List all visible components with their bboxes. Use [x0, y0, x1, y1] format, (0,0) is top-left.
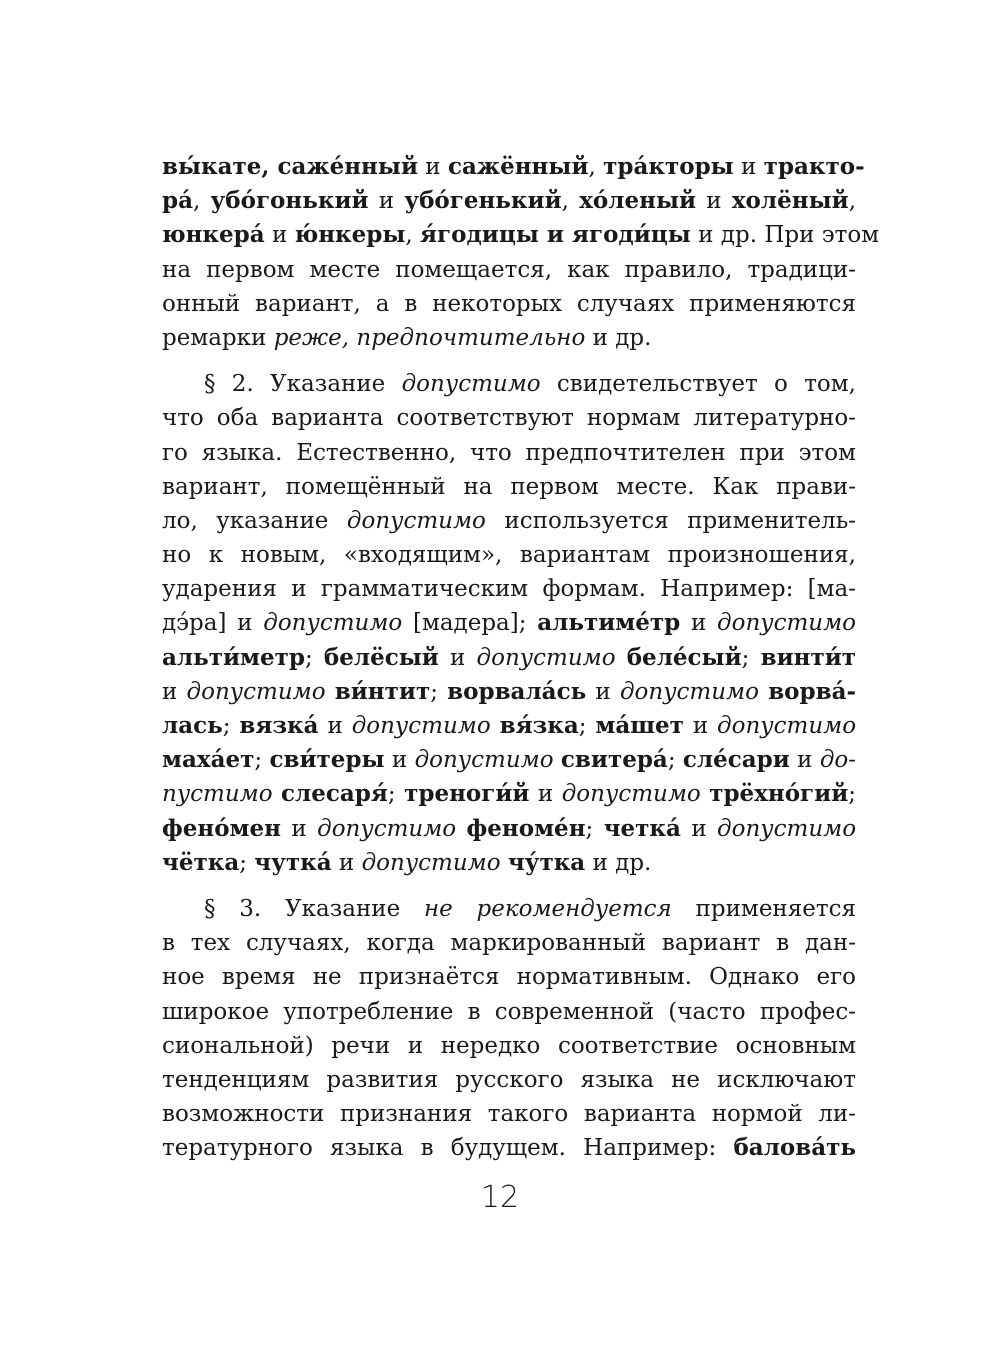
bold-term: маха́ет: [162, 746, 255, 774]
text-line: [162, 1063, 856, 1097]
italic-term: допустимо: [186, 678, 326, 705]
text-line: [162, 606, 856, 640]
bold-term: ворва́-: [768, 677, 857, 705]
text-line: [162, 1029, 856, 1063]
italic-term: допустимо: [351, 713, 491, 739]
text-run: ;: [741, 644, 761, 671]
bold-term: чу́тка: [507, 848, 586, 876]
text-run: и: [384, 747, 415, 774]
text-run: [701, 781, 709, 807]
text-run: применяется: [671, 895, 856, 922]
text-run: свидетельствует о том,: [540, 371, 856, 398]
italic-term: допустимо: [717, 713, 857, 739]
text-run: и: [529, 781, 562, 808]
text-line: [162, 743, 856, 777]
text-run: вариант, помещённый на первом месте. Как прави-: [162, 473, 856, 500]
italic-term: допустимо: [263, 610, 403, 637]
text-run: § 3. Указание: [204, 895, 425, 922]
text-line: [162, 367, 856, 401]
text-run: и др.: [585, 324, 652, 351]
bold-term: слесаря́: [281, 780, 388, 808]
text-run: ;: [430, 678, 448, 705]
text-line: [162, 572, 856, 606]
text-run: ремарки: [162, 324, 274, 351]
text-run: и: [586, 678, 620, 705]
italic-term: допустимо: [561, 781, 701, 808]
text-run: используется применитель-: [485, 507, 856, 534]
bold-term: тра́кторы: [603, 153, 734, 180]
text-run: онный вариант, а в некоторых случаях применяются: [162, 290, 856, 317]
bold-term: свитера́: [560, 746, 668, 774]
text-run: § 2. Указание: [204, 371, 402, 398]
text-line: [162, 675, 856, 709]
text-line: [162, 641, 856, 675]
italic-term: допустимо: [361, 849, 501, 876]
bold-term: сле́сари: [682, 746, 790, 774]
text-run: [491, 713, 500, 739]
text-run: ;: [222, 713, 240, 739]
text-line: [162, 995, 856, 1029]
text-run: ;: [305, 644, 324, 671]
text-line: [162, 926, 856, 960]
text-line: [162, 709, 856, 743]
bold-term: сажённый: [447, 153, 589, 180]
page-number: 12: [480, 1180, 520, 1215]
paragraph: [162, 367, 856, 880]
bold-term: феноме́н: [466, 814, 586, 842]
text-run: и: [733, 154, 764, 180]
text-run: ное время не признаётся нормативным. Однако его: [162, 964, 856, 991]
text-run: широкое употребление в современной (часто профес-: [162, 998, 856, 1025]
bold-term: фено́мен: [162, 814, 281, 842]
text-run: [501, 850, 508, 876]
italic-term: реже, предпочтительно: [273, 324, 586, 351]
text-run: что оба варианта соответствуют нормам литературно-: [162, 405, 856, 432]
text-run: и: [680, 815, 718, 842]
bold-term: чётка: [162, 848, 240, 876]
bold-term: я́годицы и ягоди́цы: [420, 221, 691, 249]
text-run: и: [162, 678, 187, 705]
italic-term: до-: [819, 747, 857, 774]
text-line: [162, 436, 856, 470]
bold-term: вы́катe, саже́нный: [162, 153, 418, 180]
paragraph: [162, 892, 856, 1166]
text-run: ло, указание: [162, 507, 347, 534]
bold-term: тракто-: [763, 153, 865, 180]
text-run: и: [281, 815, 318, 842]
bold-term: ра́: [162, 187, 193, 215]
text-run: дэ́ра] и: [162, 610, 264, 637]
text-run: [326, 679, 335, 705]
text-run: и: [368, 188, 405, 215]
text-line: [162, 777, 856, 811]
text-line: [162, 1097, 856, 1131]
text-run: [456, 816, 466, 842]
text-run: ;: [585, 815, 604, 842]
text-line: [162, 184, 856, 218]
text-run: ;: [667, 747, 683, 774]
italic-term: допустимо: [619, 678, 759, 705]
text-run: [мадера];: [402, 610, 538, 637]
text-run: возможности признания такого варианта нормой ли-: [162, 1101, 856, 1128]
bold-term: ма́шет: [595, 712, 684, 739]
italic-term: допустимо: [401, 371, 541, 398]
bold-term: юнкера́: [162, 221, 265, 249]
text-run: ;: [848, 781, 857, 808]
bold-term: сви́теры: [269, 746, 385, 774]
text-run: и: [264, 222, 295, 249]
bold-term: треноги́й: [404, 780, 530, 808]
text-run: но к новым, «входящим», вариантам произношения,: [162, 542, 856, 569]
text-run: ;: [254, 747, 270, 774]
bold-term: белёсый: [323, 643, 439, 671]
text-run: ,: [193, 188, 211, 215]
text-line: [162, 150, 865, 184]
text-line: [162, 812, 856, 846]
text-run: [554, 747, 561, 773]
text-run: на первом месте помещается, как правило, традици-: [162, 256, 856, 283]
text-line: [162, 846, 856, 880]
text-run: и др. При этом: [690, 222, 880, 249]
text-line: [162, 218, 880, 252]
text-run: и: [789, 747, 820, 774]
bold-term: альти́метр: [162, 643, 305, 671]
text-run: ;: [387, 781, 405, 808]
bold-term: альтиме́тр: [537, 609, 681, 637]
text-run: [273, 781, 281, 807]
bold-term: балова́ть: [733, 1134, 856, 1162]
italic-term: пустимо: [162, 781, 273, 808]
text-run: ;: [578, 713, 596, 739]
text-run: сиональной) речи и нередко соответствие основным: [162, 1032, 856, 1059]
text-line: [162, 1131, 856, 1165]
text-run: го языка. Естественно, что предпочтителен при этом: [162, 439, 856, 466]
bold-term: четка́: [603, 814, 681, 842]
bold-term: вя́зка: [499, 712, 579, 739]
text-run: ,: [405, 222, 421, 249]
bold-term: ворвала́сь: [447, 677, 587, 705]
italic-term: не рекомендуется: [424, 895, 672, 922]
bold-term: лась: [162, 712, 223, 739]
bold-term: ви́нтит: [334, 677, 431, 705]
text-line: [162, 253, 856, 287]
italic-term: допустимо: [476, 644, 616, 671]
text-line: [162, 321, 856, 355]
body-text: [162, 150, 880, 1165]
text-line: [162, 401, 856, 435]
italic-term: допустимо: [414, 747, 554, 774]
text-run: ударения и грамматическим формам. Например: [ма-: [162, 576, 856, 603]
bold-term: беле́сый: [626, 643, 742, 671]
bold-term: винти́т: [760, 643, 857, 671]
text-run: и: [318, 713, 352, 739]
bold-term: убо́гонький: [210, 187, 369, 215]
text-run: тенденциям развития русского языка не исключают: [162, 1066, 856, 1093]
italic-term: допустимо: [317, 815, 457, 842]
text-line: [162, 470, 856, 504]
text-run: [616, 645, 627, 671]
text-run: и: [680, 610, 718, 637]
text-run: ;: [239, 849, 255, 876]
italic-term: допустимо: [346, 507, 486, 534]
text-run: в тех случаях, когда маркированный вариант в дан-: [162, 930, 856, 957]
text-line: [162, 538, 856, 572]
bold-term: хо́леный: [579, 187, 697, 215]
text-run: ,: [561, 188, 580, 215]
text-run: и др.: [585, 849, 652, 876]
bold-term: вязка́: [239, 712, 319, 739]
text-run: и: [683, 713, 718, 739]
text-run: тературного языка в будущем. Например:: [162, 1135, 734, 1162]
bold-term: ю́нкеры: [294, 221, 406, 249]
text-run: и: [418, 154, 448, 180]
bold-term: трёхно́гий: [709, 780, 849, 808]
text-run: и: [438, 644, 477, 671]
text-line: [162, 960, 856, 994]
italic-term: допустимо: [717, 610, 857, 637]
text-run: и: [331, 849, 362, 876]
italic-term: допустимо: [717, 815, 857, 842]
bold-term: убо́генький: [404, 187, 562, 215]
text-run: [759, 679, 768, 705]
text-run: и: [696, 188, 732, 215]
bold-term: чутка́: [254, 848, 332, 876]
paragraph: [162, 150, 880, 355]
text-run: ,: [848, 188, 857, 215]
text-line: [162, 287, 856, 321]
text-line: [162, 892, 856, 926]
bold-term: холёный: [731, 187, 849, 215]
text-run: ,: [588, 154, 604, 180]
text-line: [162, 504, 856, 538]
